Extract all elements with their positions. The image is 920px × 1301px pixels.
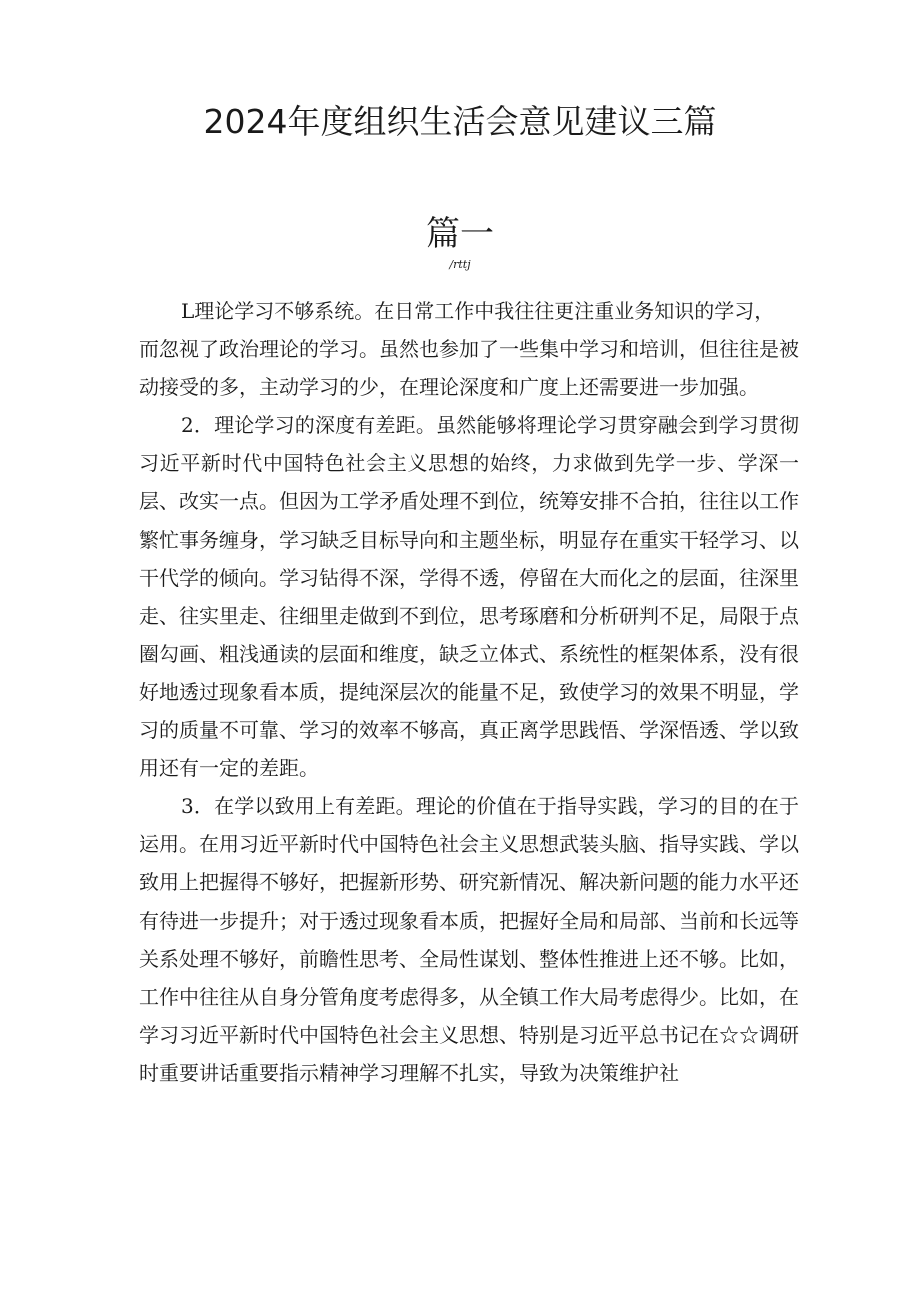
section-title: 篇一	[426, 214, 494, 254]
document-title: 2024年度组织生活会意见建议三篇	[203, 102, 717, 141]
paragraph-1-continued: 而忽视了政治理论的学习。虽然也参加了一些集中学习和培训，但往往是被动接受的多，主动学习的少，在理论深度和广度上还需要进一步加强。	[139, 337, 799, 400]
paragraph-2: 2．理论学习的深度有差距。虽然能够将理论学习贯穿融会到学习贯彻习近平新时代中国特色社会主义思想的始终，力求做到先学一步、学深一层、改实一点。但因为工学矛盾处理不到位，统筹安排不合拍，往往以工作繁忙事务缠身，学习缺乏目标导向和主题坐标，明显存在重实干轻学习、以干代学的倾向。学习钻得不深，学得不透，停留在大而化之的层面，往深里走、往实里走、往细里走做到不到位，思考琢磨和分析研判不足，局限于点圈勾画、粗浅通读的层面和维度，缺乏立体式、系统性的框架体系，没有很好地透过现象看本质，提纯深层次的能量不足，致使学习的效果不明显，学习的质量不可靠、学习的效率不够高，真正离学思践悟、学深悟透、学以致用还有一定的差距。	[139, 413, 799, 781]
section-subtitle: /rttj	[449, 258, 471, 271]
paragraph-3: 3．在学以致用上有差距。理论的价值在于指导实践，学习的目的在于运用。在用习近平新时代中国特色社会主义思想武装头脑、指导实践、学以致用上把握得不够好，把握新形势、研究新情况、解决新问题的能力水平还有待进一步提升；对于透过现象看本质，把握好全局和局部、当前和长远等关系处理不够好，前瞻性思考、全局性谋划、整体性推进上还不够。比如，工作中往往从自身分管角度考虑得多，从全镇工作大局考虑得少。比如，在学习习近平新时代中国特色社会主义思想、特别是习近平总书记在☆☆调研时重要讲话重要指示精神学习理解不扎实，导致为决策维护社	[139, 794, 799, 1085]
paragraph-1: L理论学习不够系统。在日常工作中我往往更注重业务知识的学习，	[181, 299, 775, 323]
body-text	[139, 292, 799, 1092]
